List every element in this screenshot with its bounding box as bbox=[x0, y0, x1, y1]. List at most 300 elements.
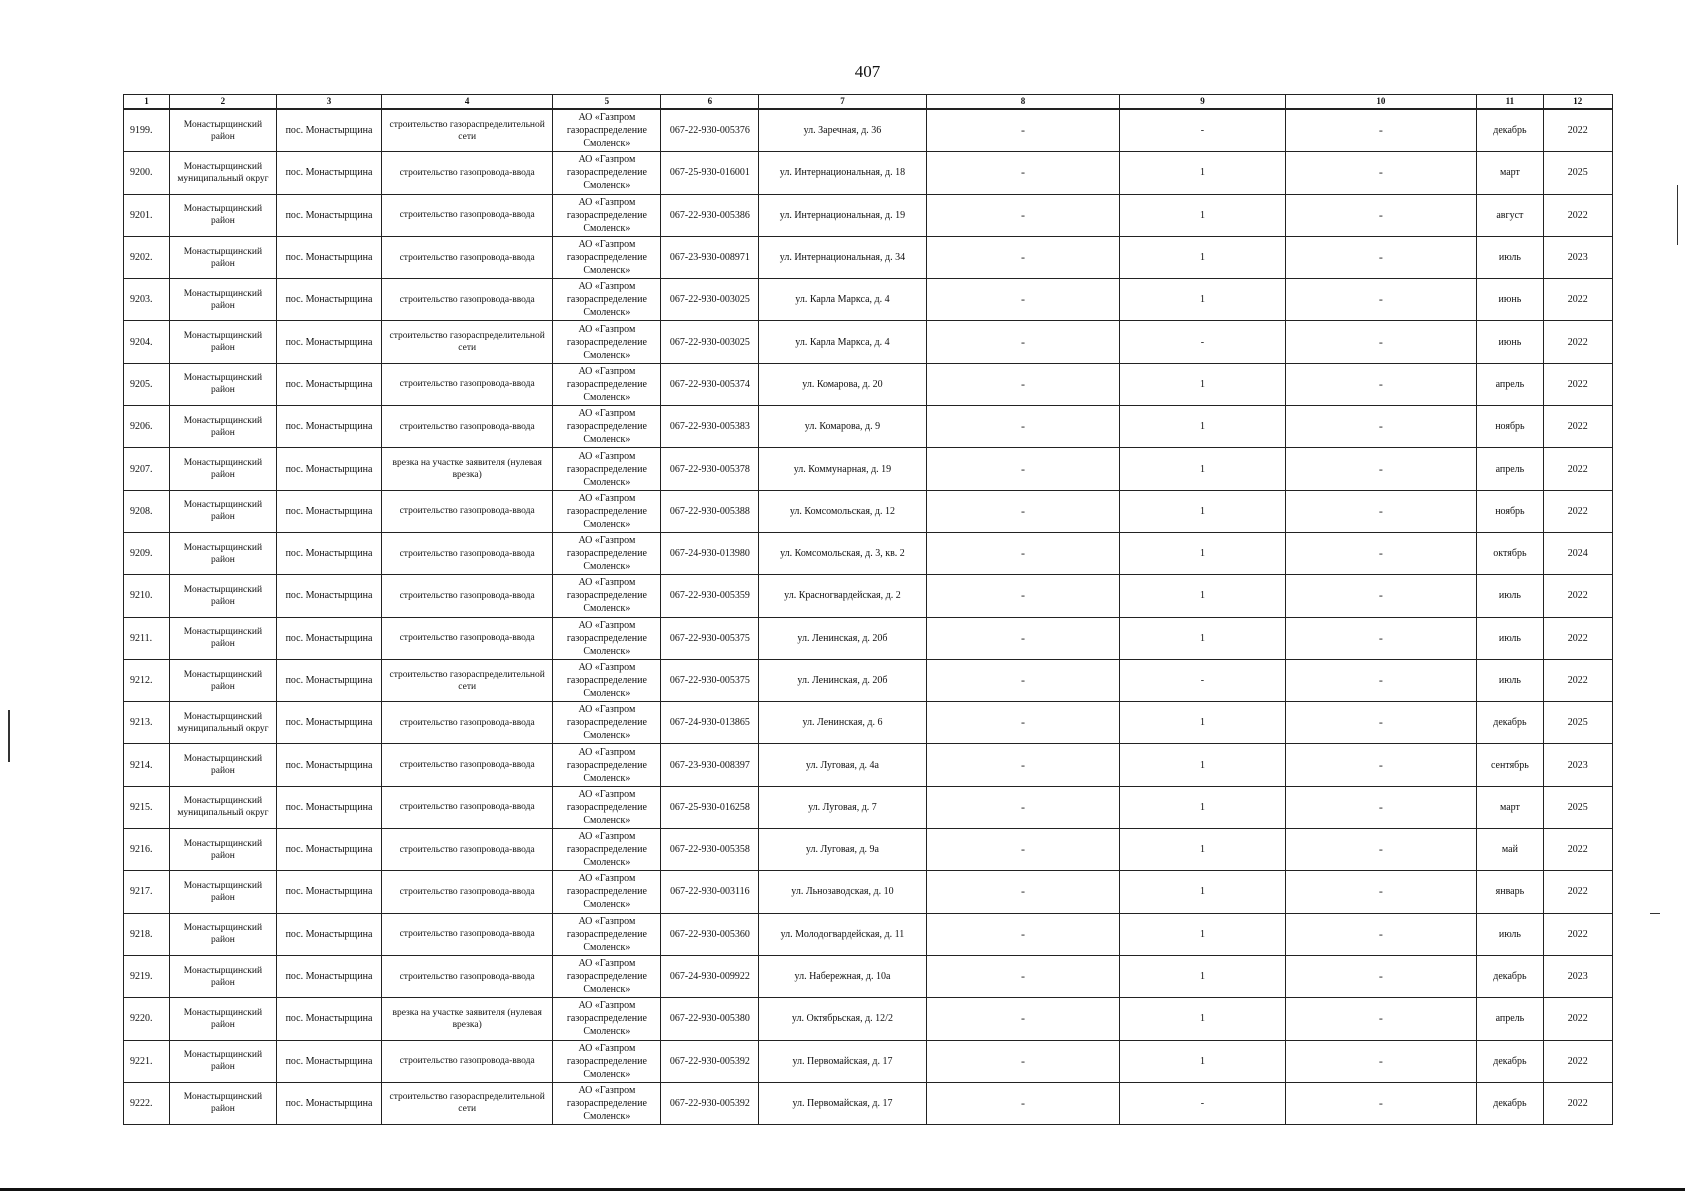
cell-district: Монастырщинский район bbox=[169, 575, 276, 617]
cell-value-col-9: - bbox=[1120, 1082, 1285, 1124]
cell-record-number: 9221. bbox=[124, 1040, 170, 1082]
cell-district: Монастырщинский район bbox=[169, 1082, 276, 1124]
cell-value-col-10: - bbox=[1285, 575, 1477, 617]
cell-gas-company: АО «Газпром газораспределение Смоленск» bbox=[553, 1082, 661, 1124]
cell-year: 2023 bbox=[1543, 236, 1612, 278]
cell-value-col-8: - bbox=[926, 1040, 1120, 1082]
cell-address: ул. Первомайская, д. 17 bbox=[759, 1082, 926, 1124]
column-header: 11 bbox=[1477, 95, 1543, 110]
cell-month: декабрь bbox=[1477, 702, 1543, 744]
table-row bbox=[124, 321, 1613, 363]
cell-record-number: 9207. bbox=[124, 448, 170, 490]
cell-month: ноябрь bbox=[1477, 490, 1543, 532]
cell-application-code: 067-22-930-005375 bbox=[661, 617, 759, 659]
cell-work-type: врезка на участке заявителя (нулевая врезка) bbox=[382, 998, 553, 1040]
table-row bbox=[124, 744, 1613, 786]
cell-application-code: 067-22-930-005392 bbox=[661, 1040, 759, 1082]
cell-gas-company: АО «Газпром газораспределение Смоленск» bbox=[553, 998, 661, 1040]
cell-application-code: 067-24-930-013980 bbox=[661, 532, 759, 574]
cell-settlement: пос. Монастырщина bbox=[276, 321, 381, 363]
cell-gas-company: АО «Газпром газораспределение Смоленск» bbox=[553, 1040, 661, 1082]
cell-work-type: строительство газораспределительной сети bbox=[382, 1082, 553, 1124]
cell-value-col-8: - bbox=[926, 913, 1120, 955]
cell-month: июль bbox=[1477, 913, 1543, 955]
cell-value-col-8: - bbox=[926, 194, 1120, 236]
cell-value-col-8: - bbox=[926, 321, 1120, 363]
cell-record-number: 9211. bbox=[124, 617, 170, 659]
page-number: 407 bbox=[854, 62, 881, 81]
cell-application-code: 067-22-930-005388 bbox=[661, 490, 759, 532]
cell-record-number: 9222. bbox=[124, 1082, 170, 1124]
scan-artifact-mark bbox=[1650, 913, 1660, 914]
cell-value-col-8: - bbox=[926, 575, 1120, 617]
cell-address: ул. Комсомольская, д. 12 bbox=[759, 490, 926, 532]
cell-work-type: строительство газопровода-ввода bbox=[382, 575, 553, 617]
cell-work-type: строительство газопровода-ввода bbox=[382, 913, 553, 955]
cell-value-col-10: - bbox=[1285, 659, 1477, 701]
cell-year: 2022 bbox=[1543, 617, 1612, 659]
cell-district: Монастырщинский район bbox=[169, 406, 276, 448]
cell-address: ул. Комарова, д. 9 bbox=[759, 406, 926, 448]
cell-application-code: 067-22-930-003116 bbox=[661, 871, 759, 913]
table-row bbox=[124, 998, 1613, 1040]
cell-application-code: 067-22-930-003025 bbox=[661, 321, 759, 363]
cell-value-col-10: - bbox=[1285, 321, 1477, 363]
cell-value-col-8: - bbox=[926, 744, 1120, 786]
table-row bbox=[124, 913, 1613, 955]
cell-month: октябрь bbox=[1477, 532, 1543, 574]
cell-work-type: строительство газопровода-ввода bbox=[382, 829, 553, 871]
cell-settlement: пос. Монастырщина bbox=[276, 532, 381, 574]
cell-work-type: строительство газопровода-ввода bbox=[382, 955, 553, 997]
table-row bbox=[124, 448, 1613, 490]
cell-value-col-9: 1 bbox=[1120, 955, 1285, 997]
cell-settlement: пос. Монастырщина bbox=[276, 406, 381, 448]
cell-month: декабрь bbox=[1477, 1040, 1543, 1082]
cell-gas-company: АО «Газпром газораспределение Смоленск» bbox=[553, 786, 661, 828]
cell-month: ноябрь bbox=[1477, 406, 1543, 448]
cell-application-code: 067-24-930-009922 bbox=[661, 955, 759, 997]
cell-settlement: пос. Монастырщина bbox=[276, 490, 381, 532]
cell-application-code: 067-22-930-005380 bbox=[661, 998, 759, 1040]
cell-value-col-9: 1 bbox=[1120, 448, 1285, 490]
cell-work-type: строительство газопровода-ввода bbox=[382, 702, 553, 744]
cell-record-number: 9217. bbox=[124, 871, 170, 913]
cell-value-col-10: - bbox=[1285, 532, 1477, 574]
cell-value-col-10: - bbox=[1285, 871, 1477, 913]
cell-month: июль bbox=[1477, 617, 1543, 659]
cell-value-col-10: - bbox=[1285, 363, 1477, 405]
cell-value-col-10: - bbox=[1285, 1082, 1477, 1124]
cell-address: ул. Первомайская, д. 17 bbox=[759, 1040, 926, 1082]
cell-year: 2022 bbox=[1543, 829, 1612, 871]
table-row bbox=[124, 406, 1613, 448]
cell-value-col-10: - bbox=[1285, 829, 1477, 871]
cell-district: Монастырщинский район bbox=[169, 1040, 276, 1082]
cell-application-code: 067-22-930-005374 bbox=[661, 363, 759, 405]
cell-application-code: 067-22-930-005358 bbox=[661, 829, 759, 871]
column-header: 2 bbox=[169, 95, 276, 110]
cell-district: Монастырщинский район bbox=[169, 448, 276, 490]
column-header: 12 bbox=[1543, 95, 1612, 110]
cell-work-type: строительство газопровода-ввода bbox=[382, 152, 553, 194]
cell-year: 2025 bbox=[1543, 702, 1612, 744]
cell-settlement: пос. Монастырщина bbox=[276, 575, 381, 617]
cell-work-type: строительство газопровода-ввода bbox=[382, 406, 553, 448]
cell-address: ул. Красногвардейская, д. 2 bbox=[759, 575, 926, 617]
cell-district: Монастырщинский район bbox=[169, 998, 276, 1040]
cell-month: июнь bbox=[1477, 279, 1543, 321]
cell-settlement: пос. Монастырщина bbox=[276, 448, 381, 490]
cell-year: 2022 bbox=[1543, 279, 1612, 321]
column-header: 4 bbox=[382, 95, 553, 110]
bottom-border-line bbox=[0, 1188, 1685, 1191]
table-row bbox=[124, 109, 1613, 152]
table-header-row bbox=[124, 95, 1613, 110]
cell-application-code: 067-22-930-005386 bbox=[661, 194, 759, 236]
cell-value-col-9: 1 bbox=[1120, 532, 1285, 574]
cell-record-number: 9200. bbox=[124, 152, 170, 194]
cell-value-col-8: - bbox=[926, 1082, 1120, 1124]
gas-connection-register-table bbox=[123, 94, 1613, 1125]
cell-work-type: строительство газопровода-ввода bbox=[382, 236, 553, 278]
table-row bbox=[124, 490, 1613, 532]
cell-value-col-10: - bbox=[1285, 1040, 1477, 1082]
cell-application-code: 067-22-930-005376 bbox=[661, 109, 759, 152]
cell-gas-company: АО «Газпром газораспределение Смоленск» bbox=[553, 829, 661, 871]
cell-gas-company: АО «Газпром газораспределение Смоленск» bbox=[553, 702, 661, 744]
table-row bbox=[124, 659, 1613, 701]
cell-year: 2022 bbox=[1543, 321, 1612, 363]
cell-value-col-9: 1 bbox=[1120, 617, 1285, 659]
cell-value-col-8: - bbox=[926, 871, 1120, 913]
cell-value-col-8: - bbox=[926, 236, 1120, 278]
table-row bbox=[124, 617, 1613, 659]
cell-value-col-9: 1 bbox=[1120, 406, 1285, 448]
cell-month: июль bbox=[1477, 659, 1543, 701]
cell-value-col-10: - bbox=[1285, 617, 1477, 659]
cell-record-number: 9216. bbox=[124, 829, 170, 871]
cell-value-col-10: - bbox=[1285, 448, 1477, 490]
cell-settlement: пос. Монастырщина bbox=[276, 236, 381, 278]
cell-month: июль bbox=[1477, 236, 1543, 278]
cell-record-number: 9199. bbox=[124, 109, 170, 152]
cell-settlement: пос. Монастырщина bbox=[276, 786, 381, 828]
column-header: 5 bbox=[553, 95, 661, 110]
cell-settlement: пос. Монастырщина bbox=[276, 279, 381, 321]
cell-district: Монастырщинский район bbox=[169, 913, 276, 955]
cell-year: 2022 bbox=[1543, 1040, 1612, 1082]
scan-artifact-mark bbox=[8, 710, 10, 762]
cell-value-col-10: - bbox=[1285, 152, 1477, 194]
cell-settlement: пос. Монастырщина bbox=[276, 744, 381, 786]
cell-month: май bbox=[1477, 829, 1543, 871]
cell-value-col-10: - bbox=[1285, 194, 1477, 236]
cell-gas-company: АО «Газпром газораспределение Смоленск» bbox=[553, 109, 661, 152]
cell-record-number: 9201. bbox=[124, 194, 170, 236]
cell-record-number: 9202. bbox=[124, 236, 170, 278]
cell-record-number: 9212. bbox=[124, 659, 170, 701]
cell-gas-company: АО «Газпром газораспределение Смоленск» bbox=[553, 532, 661, 574]
cell-record-number: 9214. bbox=[124, 744, 170, 786]
cell-address: ул. Интернациональная, д. 18 bbox=[759, 152, 926, 194]
table-row bbox=[124, 575, 1613, 617]
cell-year: 2022 bbox=[1543, 406, 1612, 448]
column-header: 1 bbox=[124, 95, 170, 110]
cell-value-col-8: - bbox=[926, 152, 1120, 194]
cell-value-col-10: - bbox=[1285, 955, 1477, 997]
cell-work-type: строительство газопровода-ввода bbox=[382, 194, 553, 236]
column-header: 9 bbox=[1120, 95, 1285, 110]
cell-value-col-9: 1 bbox=[1120, 998, 1285, 1040]
cell-settlement: пос. Монастырщина bbox=[276, 829, 381, 871]
table-row bbox=[124, 279, 1613, 321]
cell-work-type: строительство газораспределительной сети bbox=[382, 109, 553, 152]
cell-value-col-10: - bbox=[1285, 279, 1477, 321]
cell-address: ул. Луговая, д. 4а bbox=[759, 744, 926, 786]
cell-gas-company: АО «Газпром газораспределение Смоленск» bbox=[553, 913, 661, 955]
cell-district: Монастырщинский район bbox=[169, 490, 276, 532]
cell-work-type: строительство газопровода-ввода bbox=[382, 617, 553, 659]
cell-year: 2022 bbox=[1543, 448, 1612, 490]
cell-value-col-9: 1 bbox=[1120, 236, 1285, 278]
cell-year: 2022 bbox=[1543, 109, 1612, 152]
cell-year: 2022 bbox=[1543, 1082, 1612, 1124]
cell-work-type: строительство газораспределительной сети bbox=[382, 659, 553, 701]
cell-year: 2023 bbox=[1543, 955, 1612, 997]
cell-work-type: строительство газопровода-ввода bbox=[382, 363, 553, 405]
cell-address: ул. Ленинская, д. 20б bbox=[759, 659, 926, 701]
cell-value-col-8: - bbox=[926, 490, 1120, 532]
cell-year: 2022 bbox=[1543, 194, 1612, 236]
cell-month: декабрь bbox=[1477, 955, 1543, 997]
cell-value-col-9: 1 bbox=[1120, 1040, 1285, 1082]
cell-address: ул. Ленинская, д. 20б bbox=[759, 617, 926, 659]
cell-value-col-10: - bbox=[1285, 998, 1477, 1040]
column-header: 10 bbox=[1285, 95, 1477, 110]
cell-gas-company: АО «Газпром газораспределение Смоленск» bbox=[553, 236, 661, 278]
cell-district: Монастырщинский район bbox=[169, 321, 276, 363]
cell-address: ул. Луговая, д. 9а bbox=[759, 829, 926, 871]
cell-value-col-8: - bbox=[926, 659, 1120, 701]
cell-value-col-9: 1 bbox=[1120, 913, 1285, 955]
cell-work-type: строительство газораспределительной сети bbox=[382, 321, 553, 363]
table-row bbox=[124, 1040, 1613, 1082]
cell-application-code: 067-22-930-005360 bbox=[661, 913, 759, 955]
cell-value-col-8: - bbox=[926, 617, 1120, 659]
cell-record-number: 9210. bbox=[124, 575, 170, 617]
cell-record-number: 9204. bbox=[124, 321, 170, 363]
cell-record-number: 9218. bbox=[124, 913, 170, 955]
cell-year: 2024 bbox=[1543, 532, 1612, 574]
cell-settlement: пос. Монастырщина bbox=[276, 871, 381, 913]
cell-gas-company: АО «Газпром газораспределение Смоленск» bbox=[553, 321, 661, 363]
table-body bbox=[124, 109, 1613, 1125]
cell-settlement: пос. Монастырщина bbox=[276, 702, 381, 744]
cell-month: август bbox=[1477, 194, 1543, 236]
cell-month: январь bbox=[1477, 871, 1543, 913]
cell-address: ул. Комарова, д. 20 bbox=[759, 363, 926, 405]
cell-application-code: 067-22-930-005375 bbox=[661, 659, 759, 701]
cell-application-code: 067-22-930-005359 bbox=[661, 575, 759, 617]
cell-district: Монастырщинский район bbox=[169, 532, 276, 574]
cell-month: сентябрь bbox=[1477, 744, 1543, 786]
cell-address: ул. Карла Маркса, д. 4 bbox=[759, 279, 926, 321]
cell-month: декабрь bbox=[1477, 1082, 1543, 1124]
cell-record-number: 9205. bbox=[124, 363, 170, 405]
table-row bbox=[124, 194, 1613, 236]
cell-value-col-9: 1 bbox=[1120, 702, 1285, 744]
cell-gas-company: АО «Газпром газораспределение Смоленск» bbox=[553, 194, 661, 236]
column-header: 8 bbox=[926, 95, 1120, 110]
cell-record-number: 9213. bbox=[124, 702, 170, 744]
cell-address: ул. Молодогвардейская, д. 11 bbox=[759, 913, 926, 955]
cell-year: 2022 bbox=[1543, 363, 1612, 405]
cell-district: Монастырщинский район bbox=[169, 659, 276, 701]
cell-district: Монастырщинский муниципальный округ bbox=[169, 702, 276, 744]
cell-work-type: строительство газопровода-ввода bbox=[382, 279, 553, 321]
cell-value-col-8: - bbox=[926, 532, 1120, 574]
table-row bbox=[124, 532, 1613, 574]
cell-gas-company: АО «Газпром газораспределение Смоленск» bbox=[553, 955, 661, 997]
table-row bbox=[124, 702, 1613, 744]
cell-year: 2022 bbox=[1543, 871, 1612, 913]
cell-settlement: пос. Монастырщина bbox=[276, 363, 381, 405]
table-row bbox=[124, 236, 1613, 278]
cell-settlement: пос. Монастырщина bbox=[276, 659, 381, 701]
cell-work-type: строительство газопровода-ввода bbox=[382, 744, 553, 786]
cell-month: март bbox=[1477, 786, 1543, 828]
cell-value-col-10: - bbox=[1285, 744, 1477, 786]
cell-value-col-10: - bbox=[1285, 406, 1477, 448]
cell-work-type: строительство газопровода-ввода bbox=[382, 871, 553, 913]
table-row bbox=[124, 871, 1613, 913]
cell-application-code: 067-23-930-008397 bbox=[661, 744, 759, 786]
cell-value-col-10: - bbox=[1285, 490, 1477, 532]
scan-artifact-mark bbox=[1677, 185, 1678, 245]
cell-settlement: пос. Монастырщина bbox=[276, 109, 381, 152]
cell-settlement: пос. Монастырщина bbox=[276, 617, 381, 659]
cell-record-number: 9219. bbox=[124, 955, 170, 997]
cell-year: 2025 bbox=[1543, 152, 1612, 194]
cell-value-col-9: 1 bbox=[1120, 871, 1285, 913]
cell-work-type: строительство газопровода-ввода bbox=[382, 1040, 553, 1082]
cell-district: Монастырщинский район bbox=[169, 829, 276, 871]
table-row bbox=[124, 1082, 1613, 1124]
cell-application-code: 067-23-930-008971 bbox=[661, 236, 759, 278]
cell-application-code: 067-22-930-003025 bbox=[661, 279, 759, 321]
cell-gas-company: АО «Газпром газораспределение Смоленск» bbox=[553, 575, 661, 617]
cell-value-col-9: 1 bbox=[1120, 152, 1285, 194]
cell-value-col-9: 1 bbox=[1120, 575, 1285, 617]
cell-value-col-8: - bbox=[926, 109, 1120, 152]
cell-year: 2022 bbox=[1543, 490, 1612, 532]
cell-settlement: пос. Монастырщина bbox=[276, 955, 381, 997]
cell-value-col-9: 1 bbox=[1120, 363, 1285, 405]
cell-district: Монастырщинский муниципальный округ bbox=[169, 152, 276, 194]
cell-district: Монастырщинский район bbox=[169, 279, 276, 321]
cell-district: Монастырщинский муниципальный округ bbox=[169, 786, 276, 828]
cell-month: апрель bbox=[1477, 448, 1543, 490]
cell-application-code: 067-22-930-005383 bbox=[661, 406, 759, 448]
cell-gas-company: АО «Газпром газораспределение Смоленск» bbox=[553, 363, 661, 405]
cell-value-col-9: 1 bbox=[1120, 744, 1285, 786]
cell-district: Монастырщинский район bbox=[169, 744, 276, 786]
cell-district: Монастырщинский район bbox=[169, 617, 276, 659]
column-header: 3 bbox=[276, 95, 381, 110]
table-row bbox=[124, 363, 1613, 405]
cell-value-col-8: - bbox=[926, 702, 1120, 744]
cell-application-code: 067-24-930-013865 bbox=[661, 702, 759, 744]
cell-address: ул. Карла Маркса, д. 4 bbox=[759, 321, 926, 363]
cell-work-type: строительство газопровода-ввода bbox=[382, 532, 553, 574]
cell-district: Монастырщинский район bbox=[169, 363, 276, 405]
cell-application-code: 067-22-930-005392 bbox=[661, 1082, 759, 1124]
cell-address: ул. Льнозаводская, д. 10 bbox=[759, 871, 926, 913]
cell-settlement: пос. Монастырщина bbox=[276, 1082, 381, 1124]
cell-district: Монастырщинский район bbox=[169, 871, 276, 913]
cell-month: декабрь bbox=[1477, 109, 1543, 152]
cell-value-col-10: - bbox=[1285, 786, 1477, 828]
cell-value-col-8: - bbox=[926, 829, 1120, 871]
cell-application-code: 067-22-930-005378 bbox=[661, 448, 759, 490]
cell-value-col-9: - bbox=[1120, 659, 1285, 701]
cell-record-number: 9215. bbox=[124, 786, 170, 828]
cell-address: ул. Луговая, д. 7 bbox=[759, 786, 926, 828]
cell-settlement: пос. Монастырщина bbox=[276, 998, 381, 1040]
cell-district: Монастырщинский район bbox=[169, 236, 276, 278]
cell-work-type: строительство газопровода-ввода bbox=[382, 490, 553, 532]
cell-gas-company: АО «Газпром газораспределение Смоленск» bbox=[553, 152, 661, 194]
cell-year: 2023 bbox=[1543, 744, 1612, 786]
cell-value-col-8: - bbox=[926, 406, 1120, 448]
cell-month: апрель bbox=[1477, 363, 1543, 405]
cell-value-col-10: - bbox=[1285, 236, 1477, 278]
cell-district: Монастырщинский район bbox=[169, 109, 276, 152]
cell-address: ул. Интернациональная, д. 34 bbox=[759, 236, 926, 278]
cell-year: 2022 bbox=[1543, 998, 1612, 1040]
cell-record-number: 9206. bbox=[124, 406, 170, 448]
cell-gas-company: АО «Газпром газораспределение Смоленск» bbox=[553, 659, 661, 701]
cell-address: ул. Октябрьская, д. 12/2 bbox=[759, 998, 926, 1040]
cell-settlement: пос. Монастырщина bbox=[276, 152, 381, 194]
cell-district: Монастырщинский район bbox=[169, 194, 276, 236]
cell-value-col-9: 1 bbox=[1120, 786, 1285, 828]
cell-address: ул. Ленинская, д. 6 bbox=[759, 702, 926, 744]
cell-value-col-9: - bbox=[1120, 321, 1285, 363]
cell-settlement: пос. Монастырщина bbox=[276, 194, 381, 236]
cell-gas-company: АО «Газпром газораспределение Смоленск» bbox=[553, 279, 661, 321]
cell-record-number: 9220. bbox=[124, 998, 170, 1040]
cell-record-number: 9208. bbox=[124, 490, 170, 532]
column-header: 6 bbox=[661, 95, 759, 110]
cell-gas-company: АО «Газпром газораспределение Смоленск» bbox=[553, 617, 661, 659]
cell-gas-company: АО «Газпром газораспределение Смоленск» bbox=[553, 406, 661, 448]
cell-value-col-9: 1 bbox=[1120, 279, 1285, 321]
cell-month: март bbox=[1477, 152, 1543, 194]
cell-value-col-8: - bbox=[926, 279, 1120, 321]
cell-work-type: врезка на участке заявителя (нулевая врезка) bbox=[382, 448, 553, 490]
cell-year: 2022 bbox=[1543, 913, 1612, 955]
cell-month: апрель bbox=[1477, 998, 1543, 1040]
cell-value-col-8: - bbox=[926, 786, 1120, 828]
cell-value-col-8: - bbox=[926, 998, 1120, 1040]
column-header: 7 bbox=[759, 95, 926, 110]
cell-gas-company: АО «Газпром газораспределение Смоленск» bbox=[553, 744, 661, 786]
cell-value-col-8: - bbox=[926, 448, 1120, 490]
table-row bbox=[124, 829, 1613, 871]
cell-month: июль bbox=[1477, 575, 1543, 617]
